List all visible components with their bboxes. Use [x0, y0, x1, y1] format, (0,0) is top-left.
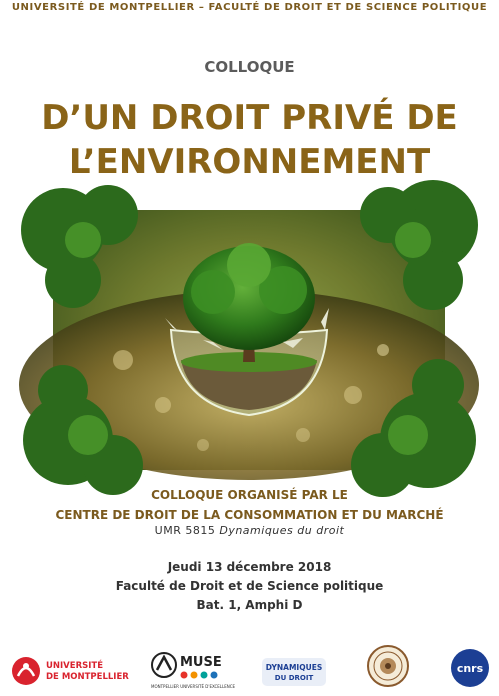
organizer-line-2: CENTRE DE DROIT DE LA CONSOMMATION ET DU MARCHÉ [55, 508, 444, 522]
event-venue: Faculté de Droit et de Science politique [115, 579, 384, 593]
dyn-line-1: DYNAMIQUES [265, 663, 323, 672]
event-room: Bat. 1, Amphi D [196, 598, 303, 612]
muse-logo [150, 648, 236, 692]
um-line-1: UNIVERSITÉ [46, 661, 103, 671]
cnrs-emblem-icon [450, 648, 490, 688]
cnrs-logo [450, 648, 490, 688]
partner-logos [0, 638, 499, 694]
title-line-2: L’ENVIRONNEMENT [68, 142, 431, 182]
um-emblem-icon [10, 654, 129, 688]
um-logo [10, 654, 129, 688]
organizer-line-1: COLLOQUE ORGANISÉ PAR LE [151, 488, 348, 502]
organizer-block [0, 485, 499, 525]
photo-illustration [53, 210, 445, 470]
muse-name: MUSE [180, 655, 222, 670]
poster-title [0, 96, 499, 184]
um-line-2: DE MONTPELLIER [46, 672, 129, 682]
event-details [0, 558, 499, 615]
seal-icon [366, 644, 410, 688]
event-type: COLLOQUE [204, 58, 295, 76]
umr-line [0, 524, 499, 537]
university-header: UNIVERSITÉ DE MONTPELLIER – FACULTÉ DE DROIT ET DE SCIENCE POLITIQUE [11, 2, 488, 13]
cnrs-text: cnrs [456, 662, 484, 675]
dynamiques-emblem-icon [262, 658, 326, 686]
dyn-line-2: DU DROIT [274, 674, 314, 682]
umr-name: Dynamiques du droit [219, 524, 345, 537]
muse-tagline: MONTPELLIER UNIVERSITÉ D'EXCELLENCE [151, 684, 236, 689]
faculty-seal [366, 644, 410, 688]
muse-emblem-icon [150, 648, 236, 692]
dynamiques-logo [262, 658, 326, 686]
umr-code: UMR 5815 [154, 524, 216, 537]
event-date: Jeudi 13 décembre 2018 [167, 560, 332, 574]
title-line-1: D’UN DROIT PRIVÉ DE [41, 98, 458, 138]
tree-in-glass-photo [53, 210, 445, 470]
